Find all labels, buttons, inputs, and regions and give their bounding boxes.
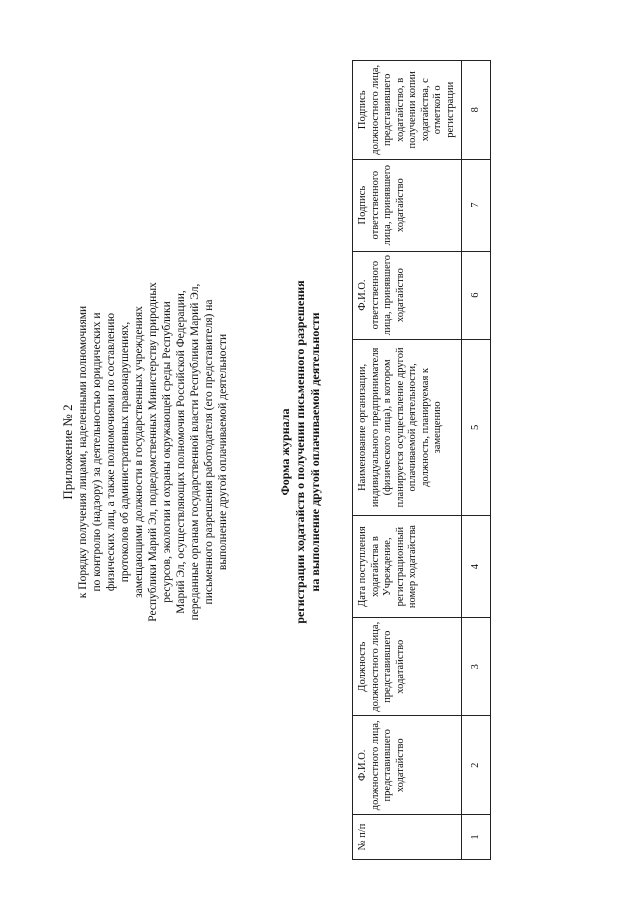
column-number: 7	[462, 159, 491, 251]
column-number: 1	[462, 815, 491, 860]
journal-table	[352, 60, 491, 860]
appendix-line: Республики Марий Эл, подведомственных Министерству природных	[147, 282, 159, 622]
column-header: № п/п	[353, 815, 462, 860]
appendix-line: Марий Эл, осуществляющих полномочия Российской Федерации,	[175, 290, 187, 614]
appendix-title: Приложение № 2	[60, 404, 75, 500]
column-number: 3	[462, 617, 491, 716]
column-number: 2	[462, 716, 491, 815]
column-header: Подпись ответственного лица, принявшего ходатайство	[353, 159, 462, 251]
column-number: 4	[462, 516, 491, 618]
table-header-row	[353, 61, 462, 860]
appendix-line: переданные органам государственной власти Республики Марий Эл,	[189, 283, 201, 621]
form-heading-title: Форма журнала	[278, 408, 292, 496]
column-number: 5	[462, 339, 491, 516]
appendix-line: выполнение другой оплачиваемой деятельности	[217, 333, 229, 571]
appendix-line: физических лиц, а также полномочиями по составлению	[105, 312, 117, 592]
appendix-block	[60, 42, 230, 862]
form-heading-subtitle: на выполнение другой оплачиваемой деятельности	[308, 312, 322, 592]
appendix-line: замещающими должности в государственных учреждениях	[133, 306, 145, 598]
appendix-line: к Порядку получения лицами, наделенными полномочиями	[77, 305, 89, 599]
appendix-text	[76, 102, 230, 802]
appendix-line: ресурсов, экологии и охраны окружающей среды Республики	[161, 301, 173, 603]
column-header: Наименование организации, индивидуального предпринимателя (физического лица), в котором планируется осуществление другой оплачиваемой деятельности, должность, планируемая к замещению	[353, 339, 462, 516]
column-number-row	[462, 61, 491, 860]
column-header: Дата поступления ходатайства в Учреждение, регистрационный номер ходатайства	[353, 516, 462, 618]
form-heading-subtitle: регистрации ходатайств о получении письменного разрешения	[293, 280, 307, 624]
appendix-line: письменного разрешения работодателя (его представителя) на	[203, 299, 215, 605]
document-page	[50, 42, 590, 862]
column-header: Ф.И.О. должностного лица, представившего ходатайство	[353, 716, 462, 815]
column-header: Должность должностного лица, представившего ходатайство	[353, 617, 462, 716]
column-number: 8	[462, 61, 491, 160]
column-number: 6	[462, 251, 491, 339]
appendix-line: по контролю (надзору) за деятельностью юридических и	[91, 312, 103, 592]
form-heading	[278, 42, 323, 862]
column-header: Ф.И.О. ответственного лица, принявшего ходатайство	[353, 251, 462, 339]
appendix-line: протоколов об административных правонарушениях,	[119, 321, 131, 583]
column-header: Подпись должностного лица, представившего ходатайство, в получении копии ходатайства, с отметкой о регистрации	[353, 61, 462, 160]
